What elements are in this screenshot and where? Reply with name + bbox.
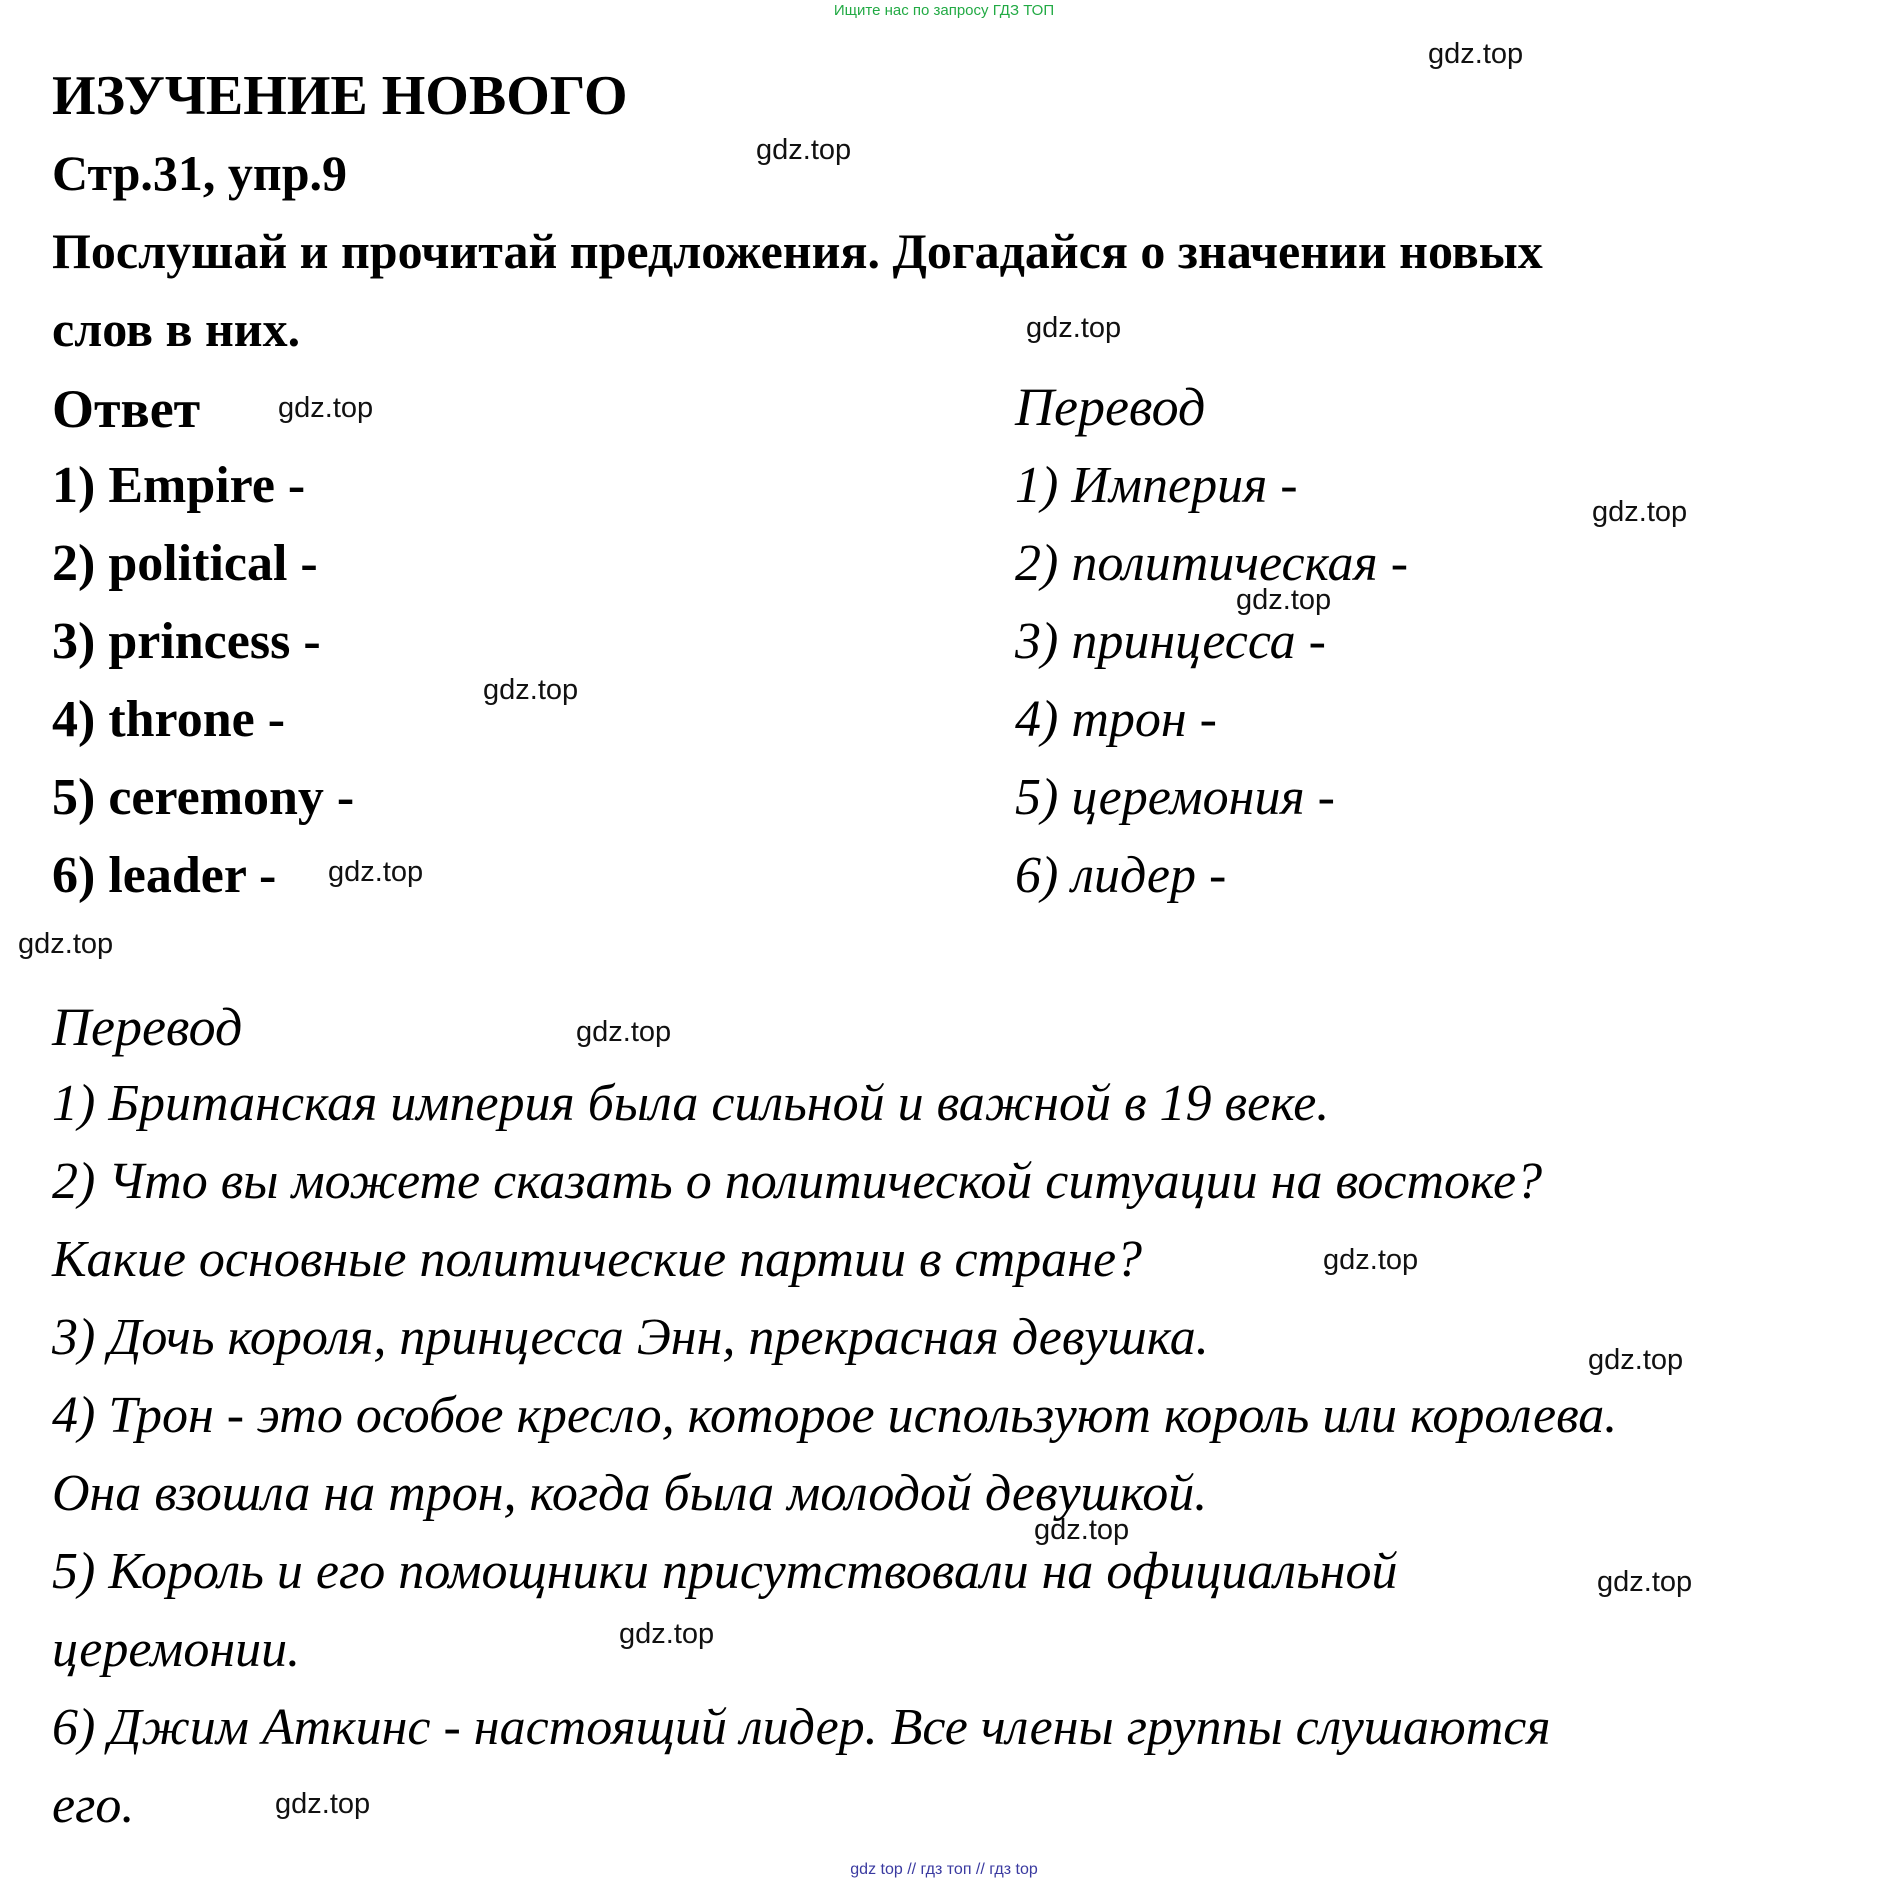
watermark: gdz.top xyxy=(1026,312,1122,344)
word-item: 6) leader - xyxy=(52,847,277,904)
sentence-line: 5) Король и его помощники присутствовали на официальной xyxy=(52,1543,1398,1600)
word-item: 3) princess - xyxy=(52,613,321,670)
word-translation: 5) церемония - xyxy=(1015,769,1335,826)
footer-links: gdz top // гдз топ // гдз top xyxy=(850,1861,1038,1878)
word-item: 2) political - xyxy=(52,535,318,592)
watermark: gdz.top xyxy=(1034,1514,1130,1546)
watermark: gdz.top xyxy=(576,1016,672,1048)
answer-label: Ответ xyxy=(52,379,201,439)
page-reference: Стр.31, упр.9 xyxy=(52,145,348,201)
word-translation: 3) принцесса - xyxy=(1015,613,1326,670)
sentence-line: 3) Дочь короля, принцесса Энн, прекрасная девушка. xyxy=(52,1309,1209,1366)
watermark: gdz.top xyxy=(328,856,424,888)
watermark: gdz.top xyxy=(18,928,114,960)
watermark: gdz.top xyxy=(275,1788,371,1820)
watermark: gdz.top xyxy=(1592,496,1688,528)
task-instruction-line-1: Послушай и прочитай предложения. Догадайся о значении новых xyxy=(52,223,1543,279)
watermark: gdz.top xyxy=(1588,1344,1684,1376)
word-translation: 1) Империя - xyxy=(1015,457,1298,514)
word-item: 5) ceremony - xyxy=(52,769,355,826)
watermark: gdz.top xyxy=(1236,584,1332,616)
watermark: gdz.top xyxy=(1428,38,1524,70)
watermark: gdz.top xyxy=(1323,1244,1419,1276)
task-instruction-line-2: слов в них. xyxy=(52,301,301,357)
sentence-line: Она взошла на трон, когда была молодой девушкой. xyxy=(52,1465,1208,1522)
watermark: gdz.top xyxy=(619,1618,715,1650)
watermark: gdz.top xyxy=(756,134,852,166)
watermark: gdz.top xyxy=(1597,1566,1693,1598)
word-item: 4) throne - xyxy=(52,691,286,748)
sentence-line: 2) Что вы можете сказать о политической ситуации на востоке? xyxy=(52,1153,1543,1210)
watermark: gdz.top xyxy=(278,392,374,424)
sentence-line: 6) Джим Аткинс - настоящий лидер. Все члены группы слушаются xyxy=(52,1699,1551,1756)
search-banner: Ищите нас по запросу ГДЗ ТОП xyxy=(833,2,1055,19)
word-translation: 4) трон - xyxy=(1015,691,1217,748)
word-translation: 6) лидер - xyxy=(1015,847,1227,904)
sentence-line: 4) Трон - это особое кресло, которое используют король или королева. xyxy=(52,1387,1618,1444)
sentence-line: его. xyxy=(52,1777,135,1834)
sentence-line: 1) Британская империя была сильной и важной в 19 веке. xyxy=(52,1075,1330,1132)
watermark: gdz.top xyxy=(483,674,579,706)
translation-label: Перевод xyxy=(1015,377,1206,437)
word-item: 1) Empire - xyxy=(52,457,306,514)
page-title: ИЗУЧЕНИЕ НОВОГО xyxy=(52,65,628,127)
sentence-line: Какие основные политические партии в стране? xyxy=(52,1231,1143,1288)
word-translation: 2) политическая - xyxy=(1015,535,1409,592)
sentences-translation-label: Перевод xyxy=(52,997,243,1057)
sentence-line: церемонии. xyxy=(52,1621,301,1678)
